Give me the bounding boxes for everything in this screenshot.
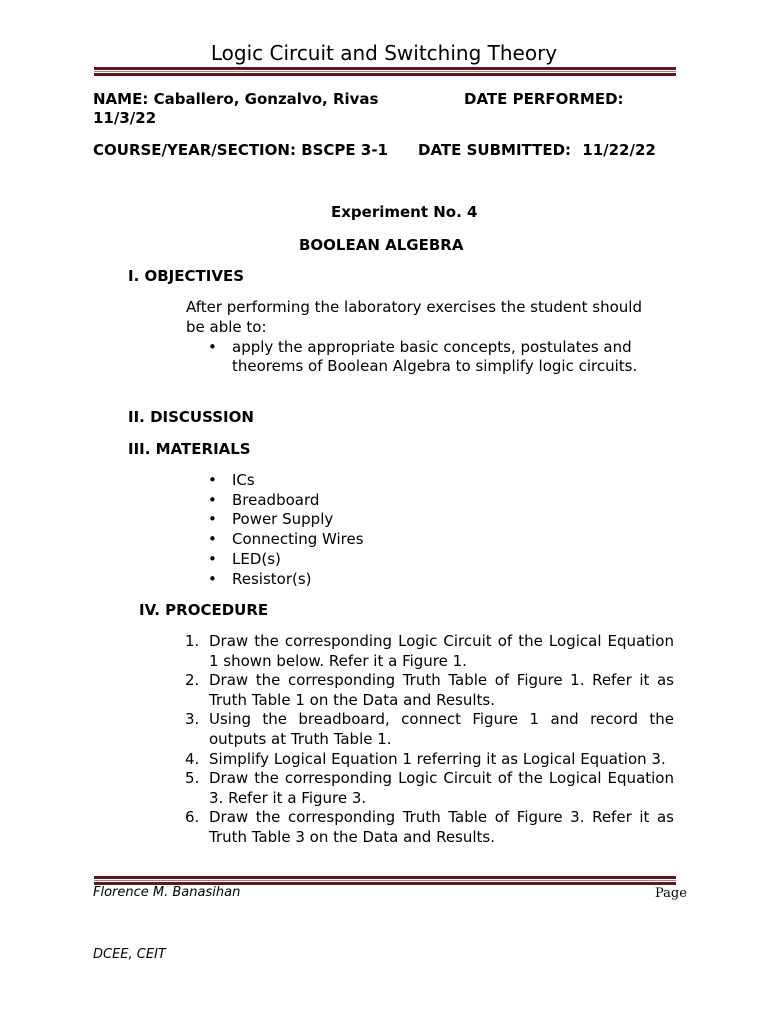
footer-page-label: Page [655,886,687,901]
experiment-number: Experiment No. 4 [331,203,478,221]
header-rule-mid [94,71,676,72]
procedure-step: 5. Draw the corresponding Logic Circuit of the Logical Equation 3. Refer it a Figure 3. [185,769,674,807]
date-submitted-label: DATE SUBMITTED: [418,141,572,159]
list-item: • Resistor(s) [208,569,312,588]
bullet-glyph: • [208,490,217,509]
name-line [93,90,378,108]
materials-heading: III. MATERIALS [128,440,251,458]
bullet-glyph: • [208,471,217,489]
course-label: COURSE/YEAR/SECTION: [93,141,296,159]
objectives-bullet-line2: theorems of Boolean Algebra to simplify logic circuits. [232,357,638,375]
list-item: • Connecting Wires [208,530,364,549]
list-item: • Power Supply [208,510,334,529]
footer-rule-top [94,876,676,879]
footer-rule-mid [94,880,676,881]
objectives-intro-line1: After performing the laboratory exercises the student should [186,298,642,316]
bullet-glyph: • [208,530,217,549]
header-rule-bottom [94,73,676,76]
materials-list [208,471,508,589]
header-rule-top [94,67,676,70]
date-performed-label: DATE PERFORMED: [464,90,624,108]
list-item: • Breadboard [208,490,320,509]
bullet-glyph: • [208,549,217,568]
bullet-glyph: • [208,510,217,529]
footer-department: DCEE, CEIT [93,947,166,962]
name-value: Caballero, Gonzalvo, Rivas [153,90,379,108]
objectives-bullet-line1: apply the appropriate basic concepts, postulates and [232,338,632,356]
bullet-glyph: • [208,569,217,588]
list-item: • ICs [208,471,255,489]
procedure-step: 4. Simplify Logical Equation 1 referring it as Logical Equation 3. [185,749,666,768]
procedure-heading: IV. PROCEDURE [139,601,269,619]
date-submitted-value: 11/22/22 [582,141,656,159]
footer-author: Florence M. Banasihan [93,885,241,900]
date-submitted-line [418,141,656,159]
list-item: • LED(s) [208,549,281,568]
experiment-topic: BOOLEAN ALGEBRA [299,236,464,254]
course-line [93,141,388,159]
procedure-step: 6. Draw the corresponding Truth Table of Figure 3. Refer it as Truth Table 3 on the Data and Results. [185,808,674,846]
page-title: Logic Circuit and Switching Theory [210,41,558,65]
name-label: NAME: [93,90,149,108]
objectives-heading: I. OBJECTIVES [128,267,244,285]
discussion-heading: II. DISCUSSION [128,408,254,426]
date-performed-value: 11/3/22 [93,109,157,127]
procedure-step: 3. Using the breadboard, connect Figure 1 and record the outputs at Truth Table 1. [185,710,674,748]
course-value: BSCPE 3-1 [301,141,388,159]
objectives-bullet-glyph: • [208,338,217,356]
procedure-list [185,632,674,848]
procedure-step: 2. Draw the corresponding Truth Table of Figure 1. Refer it as Truth Table 1 on the Data and Results. [185,671,674,709]
objectives-intro-line2: be able to: [186,318,267,336]
procedure-step: 1. Draw the corresponding Logic Circuit of the Logical Equation 1 shown below. Refer it a Figure 1. [185,632,674,670]
